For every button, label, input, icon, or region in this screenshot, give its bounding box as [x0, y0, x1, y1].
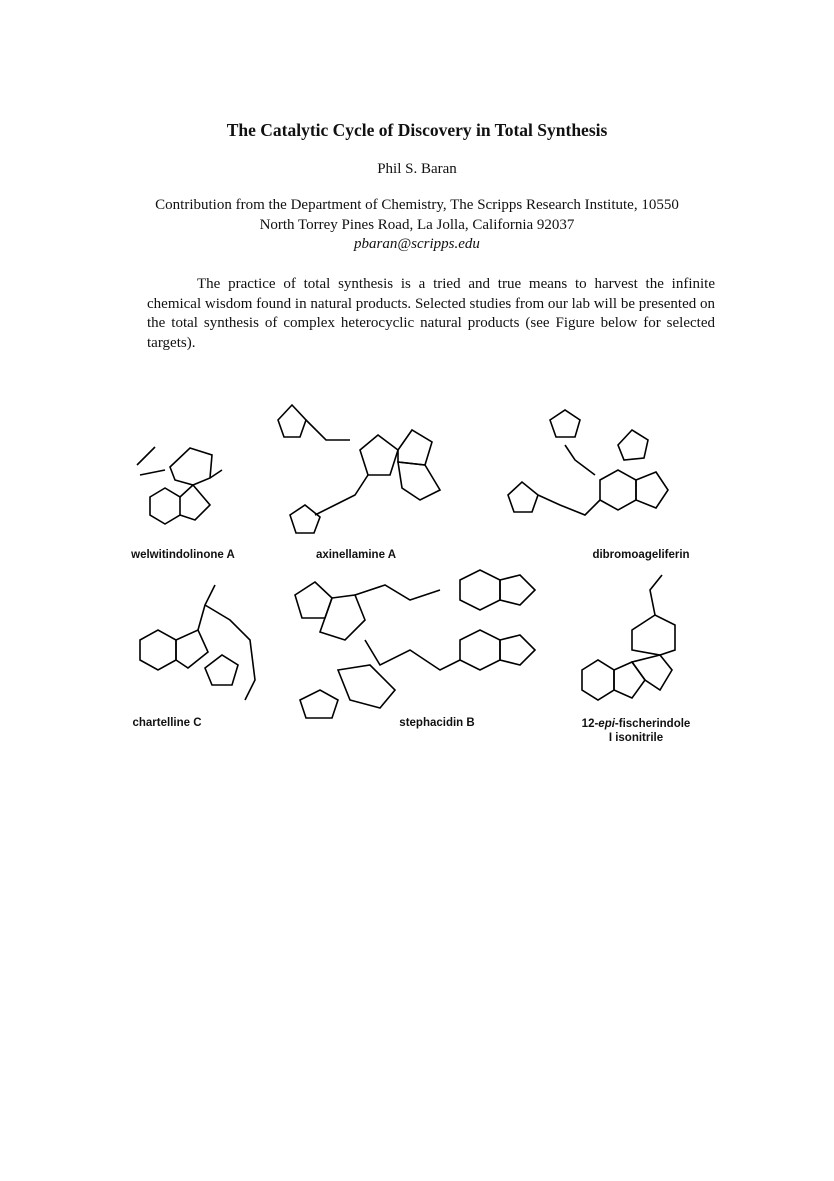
- paper-title: The Catalytic Cycle of Discovery in Total Synthesis: [226, 120, 608, 140]
- structure-dibromoageliferin: [508, 410, 668, 515]
- structure-axinellamine-a: [278, 405, 440, 533]
- compound-label-dibromoageliferin: dibromoageliferin: [592, 549, 690, 561]
- author-name: Phil S. Baran: [377, 161, 457, 177]
- compound-label-stephacidin-b: stephacidin B: [399, 717, 475, 729]
- structure-welwitindolinone-a: [137, 447, 222, 524]
- structure-chartelline-c: [140, 585, 255, 700]
- compound-label-fischerindole: [536, 717, 736, 745]
- structure-fischerindole: [582, 575, 675, 700]
- compound-label-rest: -fischerindole: [614, 718, 691, 730]
- compound-label-welwitindolinone-a: welwitindolinone A: [131, 549, 235, 561]
- compound-label-epi: epi: [598, 718, 615, 730]
- compound-label-chartelline-c: chartelline C: [132, 717, 202, 729]
- author-email: pbaran@scripps.edu: [354, 236, 480, 252]
- compound-label-line2: I isonitrile: [608, 732, 664, 744]
- affiliation-line-1: Contribution from the Department of Chemistry, The Scripps Research Institute, 10550: [155, 197, 679, 213]
- structure-stephacidin-b: [295, 570, 535, 718]
- affiliation-line-2: North Torrey Pines Road, La Jolla, California 92037: [259, 216, 575, 233]
- abstract-paragraph: The practice of total synthesis is a tried and true means to harvest the infinite chemical wisdom found in natural products. Selected studies from our lab will be presented on the total synthesis of complex heterocyclic natural products (see Figure below for selected targets).: [147, 276, 715, 351]
- compound-label-prefix: 12-: [581, 718, 599, 730]
- compound-label-axinellamine-a: axinellamine A: [315, 549, 397, 561]
